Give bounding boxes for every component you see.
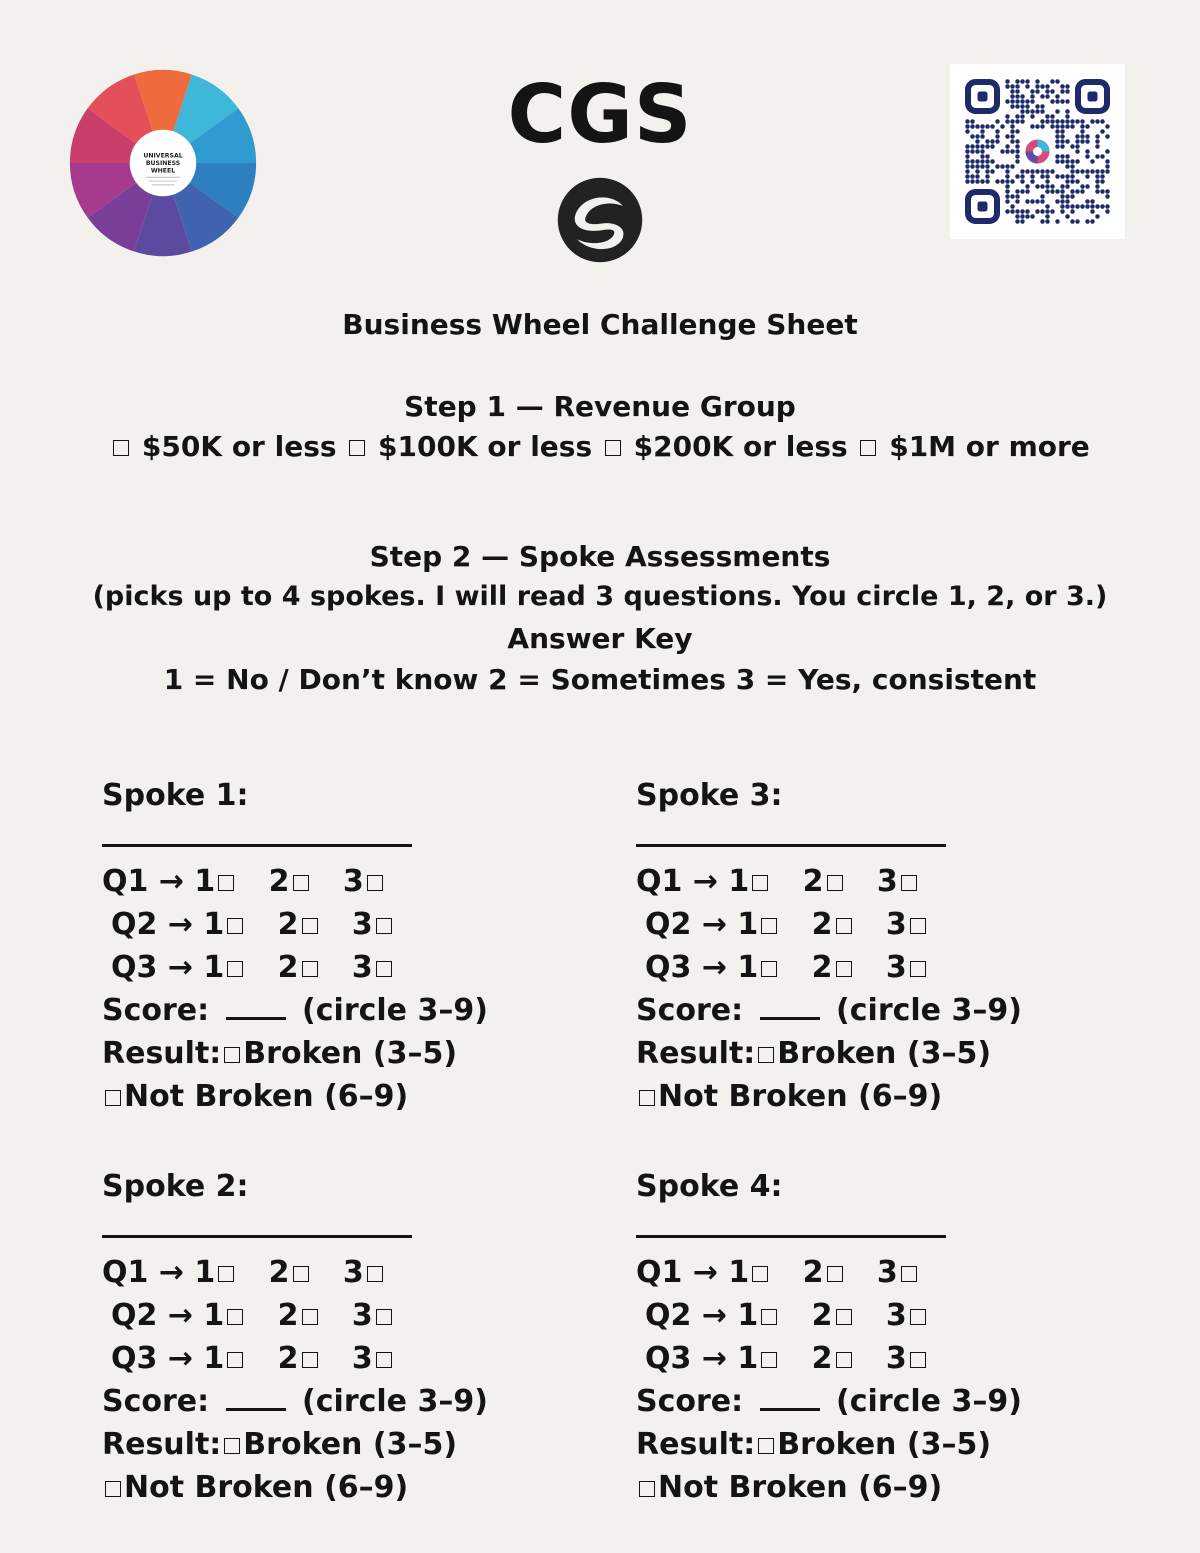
question-row: Q2 → 1 2 3 (636, 1298, 929, 1333)
result-row: Result: Broken (3–5) (102, 1036, 458, 1071)
question-row: Q1 → 1 2 3 (636, 1255, 920, 1290)
question-row: Q3 → 1 2 3 (636, 1341, 929, 1376)
question-row: Q2 → 1 2 3 (636, 907, 929, 942)
checkbox[interactable] (910, 1309, 926, 1325)
svg-text:WHEEL: WHEEL (150, 167, 176, 175)
checkbox[interactable] (227, 1309, 243, 1325)
checkbox[interactable] (367, 1266, 383, 1282)
checkbox[interactable] (752, 1266, 768, 1282)
checkbox[interactable] (761, 918, 777, 934)
result-row: Result: Broken (3–5) (636, 1427, 992, 1462)
checkbox[interactable] (639, 1481, 655, 1497)
checkbox[interactable] (293, 875, 309, 891)
answer-key-title: Answer Key (507, 622, 693, 655)
not-broken-row: Not Broken (6–9) (102, 1079, 408, 1114)
checkbox[interactable] (836, 918, 852, 934)
question-row: Q1 → 1 2 3 (102, 864, 386, 899)
cgs-logo-icon (556, 176, 644, 264)
checkbox[interactable] (218, 1266, 234, 1282)
brand-title: CGS (507, 68, 693, 161)
checkbox[interactable] (367, 875, 383, 891)
checkbox[interactable] (227, 961, 243, 977)
not-broken-row: Not Broken (6–9) (102, 1470, 408, 1505)
checkbox[interactable] (639, 1090, 655, 1106)
revenue-option: $1M or more (889, 430, 1090, 463)
checkbox[interactable] (860, 440, 876, 456)
score-blank[interactable] (760, 997, 820, 1020)
step2-instructions: (picks up to 4 spokes. I will read 3 questions. You circle 1, 2, or 3.) (92, 581, 1108, 612)
spoke-label: Spoke 2: (102, 1169, 249, 1204)
not-broken-row: Not Broken (6–9) (636, 1079, 942, 1114)
step2-title: Step 2 — Spoke Assessments (369, 540, 831, 573)
result-row: Result: Broken (3–5) (102, 1427, 458, 1462)
checkbox[interactable] (605, 440, 621, 456)
checkbox[interactable] (105, 1481, 121, 1497)
score-row: Score: (circle 3–9) (102, 993, 488, 1028)
question-row: Q3 → 1 2 3 (636, 950, 929, 985)
question-row: Q1 → 1 2 3 (102, 1255, 386, 1290)
score-blank[interactable] (226, 997, 286, 1020)
checkbox[interactable] (827, 1266, 843, 1282)
score-blank[interactable] (226, 1388, 286, 1411)
checkbox[interactable] (758, 1047, 774, 1063)
spoke-name-blank[interactable] (102, 1235, 412, 1238)
checkbox[interactable] (836, 1352, 852, 1368)
checkbox[interactable] (910, 961, 926, 977)
qr-code[interactable] (950, 64, 1125, 239)
checkbox[interactable] (761, 1309, 777, 1325)
checkbox[interactable] (227, 918, 243, 934)
checkbox[interactable] (224, 1047, 240, 1063)
checkbox[interactable] (302, 1309, 318, 1325)
revenue-option: $100K or less (378, 430, 593, 463)
checkbox[interactable] (105, 1090, 121, 1106)
spoke-name-blank[interactable] (636, 1235, 946, 1238)
checkbox[interactable] (758, 1438, 774, 1454)
answer-key: 1 = No / Don’t know 2 = Sometimes 3 = Yes, consistent (163, 663, 1037, 696)
revenue-option: $200K or less (633, 430, 848, 463)
spoke-label: Spoke 3: (636, 778, 783, 813)
spoke-label: Spoke 1: (102, 778, 249, 813)
checkbox[interactable] (827, 875, 843, 891)
question-row: Q2 → 1 2 3 (102, 907, 395, 942)
spoke-label: Spoke 4: (636, 1169, 783, 1204)
checkbox[interactable] (113, 440, 129, 456)
score-row: Score: (circle 3–9) (636, 1384, 1022, 1419)
question-row: Q3 → 1 2 3 (102, 950, 395, 985)
checkbox[interactable] (761, 961, 777, 977)
not-broken-row: Not Broken (6–9) (636, 1470, 942, 1505)
checkbox[interactable] (376, 918, 392, 934)
score-row: Score: (circle 3–9) (102, 1384, 488, 1419)
checkbox[interactable] (302, 961, 318, 977)
score-blank[interactable] (760, 1388, 820, 1411)
checkbox[interactable] (376, 1352, 392, 1368)
svg-text:UNIVERSAL: UNIVERSAL (143, 152, 183, 160)
checkbox[interactable] (302, 1352, 318, 1368)
step1-title: Step 1 — Revenue Group (404, 390, 796, 423)
result-row: Result: Broken (3–5) (636, 1036, 992, 1071)
question-row: Q2 → 1 2 3 (102, 1298, 395, 1333)
checkbox[interactable] (293, 1266, 309, 1282)
checkbox[interactable] (901, 875, 917, 891)
checkbox[interactable] (761, 1352, 777, 1368)
checkbox[interactable] (218, 875, 234, 891)
checkbox[interactable] (836, 961, 852, 977)
checkbox[interactable] (376, 961, 392, 977)
question-row: Q3 → 1 2 3 (102, 1341, 395, 1376)
checkbox[interactable] (302, 918, 318, 934)
score-row: Score: (circle 3–9) (636, 993, 1022, 1028)
svg-text:BUSINESS: BUSINESS (145, 159, 181, 167)
sheet-title: Business Wheel Challenge Sheet (342, 308, 858, 341)
checkbox[interactable] (910, 1352, 926, 1368)
checkbox[interactable] (349, 440, 365, 456)
revenue-option: $50K or less (141, 430, 337, 463)
checkbox[interactable] (224, 1438, 240, 1454)
spoke-name-blank[interactable] (102, 844, 412, 847)
checkbox[interactable] (901, 1266, 917, 1282)
revenue-options (0, 430, 1200, 463)
checkbox[interactable] (910, 918, 926, 934)
checkbox[interactable] (227, 1352, 243, 1368)
checkbox[interactable] (376, 1309, 392, 1325)
spoke-name-blank[interactable] (636, 844, 946, 847)
question-row: Q1 → 1 2 3 (636, 864, 920, 899)
checkbox[interactable] (836, 1309, 852, 1325)
checkbox[interactable] (752, 875, 768, 891)
